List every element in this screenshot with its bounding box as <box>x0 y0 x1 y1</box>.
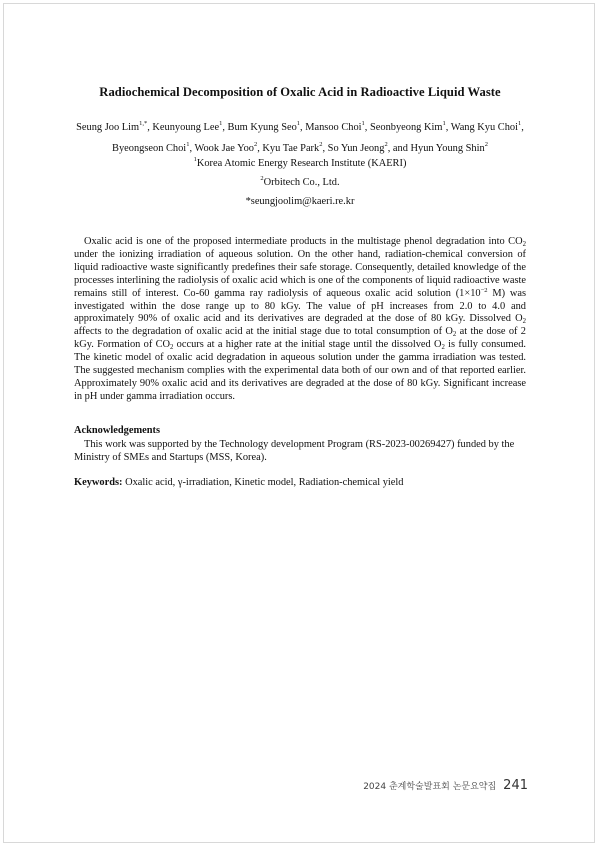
author-name: Wook Jae Yoo <box>194 143 254 154</box>
corresponding-email[interactable]: *seungjoolim@kaeri.re.kr <box>245 196 355 207</box>
author-name: and Hyun Young Shin <box>392 143 485 154</box>
author-affiliation-mark: 1 <box>518 120 522 127</box>
author-affiliation-mark: 2 <box>319 141 323 148</box>
author-affiliation-mark: 1 <box>442 120 446 127</box>
author-name: Byeongseon Choi <box>112 143 187 154</box>
author-affiliation-mark: 1 <box>361 120 365 127</box>
author-name: Mansoo Choi <box>305 122 362 133</box>
author-name: Seonbyeong Kim <box>370 122 443 133</box>
author-affiliation-mark: 1 <box>296 120 301 127</box>
page-footer <box>363 778 528 793</box>
conference-name: 2024 춘계학술발표회 논문요약집 <box>363 782 497 792</box>
author-affiliation-mark: 2 <box>484 141 488 148</box>
abstract-paragraph: Oxalic acid is one of the proposed intermediate products in the multistage phenol degradation into $CO_2$ under the ionizing irradiation of aqueous solution. On the other hand, radiation-chemical conversion of liquid radioactive waste significantly predefines their safe storage. Consequently, detailed knowledge of the processes interlining the radiolysis of oxalic acid which is one of the components of liquid radioactive waste remains still of interest. Co-60 gamma ray radiolysis of aqueous oxalic acid solution ($1\times 10^{-2}$ M) was investigated within the dose range up to 80 kGy. The value of pH increases from 2.0 to 4.0 and approximately 90% of oxalic acid and its derivatives are degraded at the dose of 80 kGy. Dissolved $O_2$ affects to the degradation of oxalic acid at the initial stage due to total consumption of $O_2$ at the dose of 2 kGy. Formation of $CO_2$ occurs at a higher rate at the initial stage until the dissolved $O_2$ is fully consumed. The kinetic model of oxalic acid degradation in aqueous solution under the gamma irradiation was tested. The suggested mechanism complies with the experimental data both of our own and of that reported earlier. Approximately 90% oxalic acid and its derivatives are degraded at the dose of 80 kGy. Significant increase in pH under gamma irradiation occurs. <box>74 236 526 402</box>
page-number: 241 <box>503 778 528 793</box>
author-name: Wang Kyu Choi <box>450 122 518 133</box>
author-name: Seung Joo Lim <box>76 122 140 133</box>
author-affiliation-mark: 1 <box>186 141 190 148</box>
affiliation-1: $^1$Korea Atomic Energy Research Institute (KAERI) <box>193 156 407 169</box>
keywords-label: Keywords: <box>74 477 123 488</box>
keywords <box>74 477 526 488</box>
author-line-1: Seung Joo Lim$^{1,*}$, Keunyoung Lee$^1$, Bum Kyung Seo$^1$, Mansoo Choi$^1$, Seonbyeong Kim$^1$, Wang Kyu Choi$^1$, <box>76 120 524 133</box>
author-name: Kyu Tae Park <box>262 143 320 154</box>
author-line-2: Byeongseon Choi$^1$, Wook Jae Yoo$^2$, Kyu Tae Park$^2$, So Yun Jeong$^2$, and Hyun Young Shin$^2$ <box>112 141 488 154</box>
author-affiliation-mark: 2 <box>384 141 388 148</box>
paper-title: Radiochemical Decomposition of Oxalic Acid in Radioactive Liquid Waste <box>99 85 501 99</box>
keywords-text: Oxalic acid, γ-irradiation, Kinetic model, Radiation-chemical yield <box>122 477 404 488</box>
author-affiliation-mark: 1 <box>219 120 223 127</box>
author-name: So Yun Jeong <box>327 143 385 154</box>
affiliation-2: $^2$Orbitech Co., Ltd. <box>260 175 340 188</box>
author-name: Keunyoung Lee <box>152 122 220 133</box>
acknowledgements-heading: Acknowledgements <box>74 425 161 436</box>
author-affiliation-mark: 1,* <box>139 120 148 127</box>
author-name: Bum Kyung Seo <box>227 122 297 133</box>
acknowledgements-body: This work was supported by the Technology development Program (RS-2023-00269427) funded by the Ministry of SMEs and Startups (MSS, Korea). <box>74 439 515 463</box>
author-affiliation-mark: 2 <box>253 141 258 148</box>
